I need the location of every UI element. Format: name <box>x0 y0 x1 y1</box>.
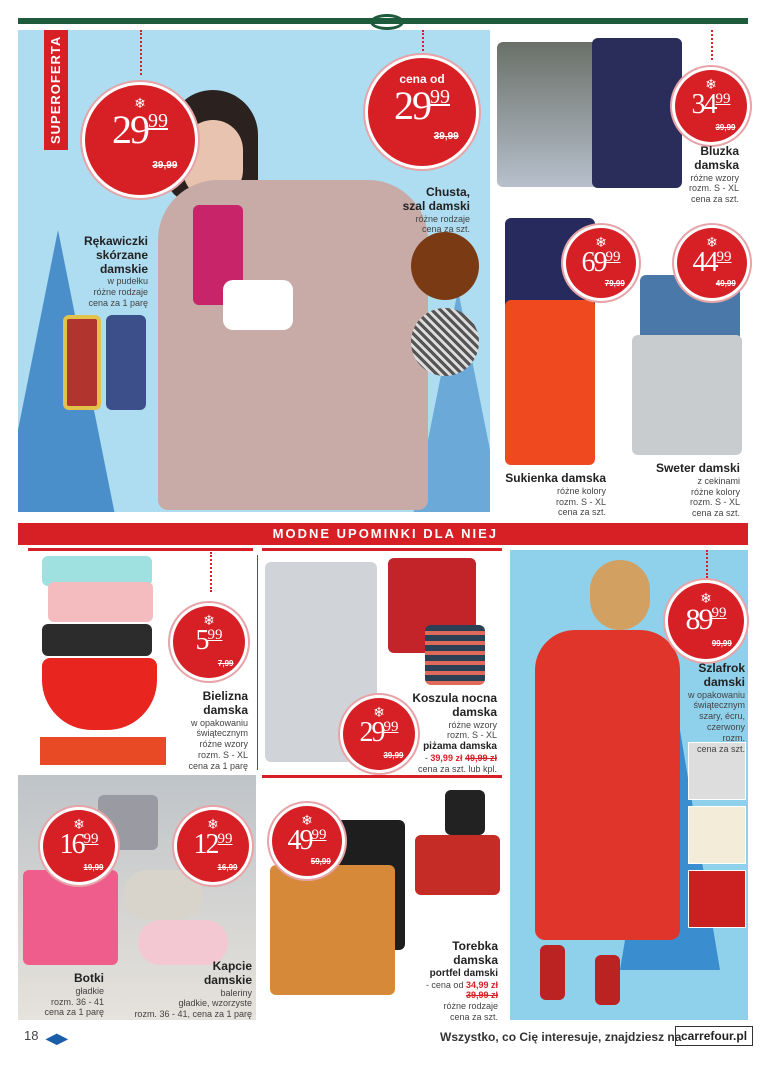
text: gładkie <box>75 985 104 996</box>
price-badge-bathrobe <box>668 583 744 659</box>
product-dress <box>500 472 606 518</box>
text: cena za 1 parę <box>188 760 248 771</box>
ornament-string <box>706 550 708 578</box>
text: szal damski <box>402 198 470 213</box>
text: różne wzory <box>690 172 739 183</box>
product-sweater <box>640 462 740 519</box>
text: cena za szt. <box>696 743 745 754</box>
text: 99 <box>383 719 399 736</box>
text: Rękawiczki <box>83 234 148 248</box>
ornament-string <box>140 30 142 75</box>
text: 99 <box>430 86 450 108</box>
snowflake-icon: ❄ <box>700 589 712 606</box>
text: cena za 1 parę <box>44 1007 104 1018</box>
text: różne rodzaje <box>415 213 470 224</box>
text: świątecznym <box>693 700 745 711</box>
text: 29 <box>359 717 384 749</box>
product-gloves <box>60 235 148 309</box>
text: - cena od <box>425 979 464 990</box>
text: szary, écru, <box>699 711 745 722</box>
red-wallet-image <box>415 835 500 895</box>
text: 29 <box>112 107 148 152</box>
divider <box>262 775 502 778</box>
text: różne wzory <box>448 719 497 730</box>
text: w opakowaniu <box>190 717 248 728</box>
snowflake-icon: ❄ <box>595 234 607 250</box>
product-scarf <box>385 186 470 235</box>
text: rozm. S - XL <box>689 497 740 508</box>
ornament-string <box>210 552 212 592</box>
mug-image <box>223 280 293 330</box>
scarf-swatch-houndstooth <box>411 308 479 376</box>
text: Chusta, <box>425 185 470 199</box>
divider <box>257 555 258 770</box>
grey-sweater-image <box>632 335 742 455</box>
product-nightdress <box>405 692 497 775</box>
text: piżama damska <box>423 741 497 753</box>
price-badge-bag <box>272 806 342 876</box>
glove-box-red <box>63 315 101 410</box>
text: 89 <box>685 602 712 636</box>
text: 39,99 <box>383 750 404 760</box>
text: 99 <box>207 627 223 644</box>
price-badge-sweater <box>677 228 747 298</box>
price-badge-slippers <box>177 810 249 882</box>
sock-image <box>540 945 565 1000</box>
price-badge-blouse <box>675 70 747 142</box>
text: różne rodzaje <box>93 287 148 298</box>
text <box>410 980 498 991</box>
text: cena za szt. lub kpl. <box>417 763 497 774</box>
text: 49 <box>287 825 312 856</box>
text: różne rodzaje <box>443 1001 498 1012</box>
ornament-string <box>422 30 424 55</box>
scarf-swatch-plaid <box>411 232 479 300</box>
price-badge-gloves <box>85 85 195 195</box>
text: baleriny <box>220 987 252 998</box>
underwear-pink <box>48 582 153 622</box>
text: 7,99 <box>217 658 234 668</box>
underwear-black <box>42 624 152 656</box>
text: 49,99 <box>715 279 736 289</box>
bathrobe-box-ecru <box>688 806 746 864</box>
snowflake-icon: ❄ <box>134 95 146 111</box>
text: damskie <box>203 972 252 987</box>
text: 49,99 zł <box>464 753 497 764</box>
text: Kapcie <box>212 959 252 973</box>
text: Koszula nocna <box>412 691 497 705</box>
text: 59,99 <box>310 857 331 867</box>
product-boots <box>40 972 104 1018</box>
text: 99 <box>711 604 727 621</box>
product-bathrobe <box>670 662 745 754</box>
product-slippers <box>130 960 252 1020</box>
text: rozm. 36 - 41 <box>50 996 104 1007</box>
divider <box>262 548 502 551</box>
text: rozm. S - XL <box>197 749 248 760</box>
text: 44 <box>692 247 717 278</box>
website-link[interactable]: carrefour.pl <box>675 1026 753 1046</box>
text: w opakowaniu <box>687 689 745 700</box>
text: 99,99 <box>711 639 732 649</box>
sock-image <box>595 955 620 1005</box>
product-underwear <box>170 690 248 772</box>
text: 99 <box>83 831 99 848</box>
carrefour-logo-icon: ◀▶ <box>46 1030 68 1046</box>
page-number: 18 <box>24 1028 39 1043</box>
product-bag <box>410 940 498 1023</box>
snowflake-icon: ❄ <box>705 76 717 93</box>
text: różne kolory <box>556 485 606 496</box>
pink-boots-image <box>23 870 118 965</box>
text: rozm. S - XL <box>446 730 497 741</box>
text: Szlafrok <box>698 661 745 675</box>
text: 99 <box>217 831 233 848</box>
text: Bielizna <box>202 689 248 703</box>
text: rozm. <box>722 732 745 743</box>
text: cena za szt. <box>557 507 606 518</box>
ballerina-slippers-image <box>123 870 203 920</box>
text: damski <box>703 674 745 689</box>
price-badge-underwear <box>173 606 245 678</box>
text: cena za szt. <box>449 1011 498 1022</box>
section-banner: MODNE UPOMINKI DLA NIEJ <box>18 523 748 545</box>
text: 99 <box>311 827 327 843</box>
glove-box-navy <box>106 315 146 410</box>
text: cena od <box>399 72 445 86</box>
text: Sukienka damska <box>505 471 606 485</box>
text: 29 <box>394 83 430 128</box>
text: rozm. 36 - 41, cena za 1 parę <box>134 1009 252 1020</box>
text: 69 <box>581 247 606 278</box>
text: różne kolory <box>690 486 740 497</box>
text: 12 <box>193 829 218 861</box>
text: damska <box>203 702 248 717</box>
text: portfel damski <box>429 967 498 979</box>
ornament-string <box>711 30 713 60</box>
footer-tagline: Wszystko, co Cię interesuje, znajdziesz na <box>440 1030 682 1044</box>
underwear-red <box>42 658 157 730</box>
text: w pudełku <box>107 276 148 287</box>
text: rozm. S - XL <box>555 496 606 507</box>
text: cena za 1 parę <box>88 297 148 308</box>
snowflake-icon: ❄ <box>73 816 85 833</box>
pajama-pants-image <box>425 625 485 685</box>
text: 19,99 <box>83 862 104 872</box>
underwear-boxes <box>40 737 166 765</box>
brown-bag-image <box>270 865 395 995</box>
text: różne wzory <box>199 739 248 750</box>
text: 79,99 <box>604 279 625 289</box>
text: damska <box>694 157 739 172</box>
snowflake-icon: ❄ <box>207 816 219 833</box>
text: cena za szt. <box>690 194 739 205</box>
bow-icon <box>370 14 404 30</box>
text: skórzane <box>95 247 148 262</box>
text: 34 <box>691 89 716 121</box>
text: Botki <box>74 971 104 985</box>
text: 39,99 <box>715 122 736 132</box>
text: Bluzka <box>700 144 739 158</box>
text: 99 <box>716 249 732 265</box>
text: 39,99 <box>433 131 459 143</box>
text: Sweter damski <box>655 461 740 475</box>
text: 99 <box>605 249 621 265</box>
wolf-blouse-image <box>497 42 607 187</box>
price-badge-dress <box>566 228 636 298</box>
text: cena za szt. <box>421 224 470 235</box>
text: - <box>424 753 428 764</box>
text: 99 <box>148 110 168 132</box>
divider <box>28 548 253 551</box>
orange-dress-image <box>505 300 595 465</box>
snowflake-icon: ❄ <box>373 704 385 721</box>
text: damskie <box>99 261 148 276</box>
text: damska <box>453 952 498 967</box>
superoferta-label: SUPEROFERTA <box>44 30 68 150</box>
text: Torebka <box>452 939 498 953</box>
text: 39,99 zł <box>430 753 463 764</box>
model-hair <box>590 560 650 630</box>
bathrobe-image <box>535 630 680 940</box>
black-wallet-image <box>445 790 485 835</box>
text: 99 <box>715 91 731 108</box>
text: rozm. S - XL <box>688 183 739 194</box>
text: 39,99 <box>152 159 178 171</box>
text: damska <box>452 704 497 719</box>
price-badge-scarf <box>368 58 476 166</box>
bathrobe-box-red <box>688 870 746 928</box>
text: 39,99 zł <box>465 990 498 1001</box>
text <box>405 753 497 764</box>
text: z cekinami <box>697 475 740 486</box>
snowflake-icon: ❄ <box>706 234 718 250</box>
text: 16 <box>59 829 84 861</box>
price-badge-boots <box>43 810 115 882</box>
text: świątecznym <box>196 728 248 739</box>
text: 5 <box>195 625 208 657</box>
snowflake-icon: ❄ <box>301 812 313 828</box>
snowflake-icon: ❄ <box>203 612 215 629</box>
text: 34,99 zł <box>465 979 498 990</box>
text: czerwony <box>706 721 745 732</box>
text: cena za szt. <box>691 508 740 519</box>
product-blouse <box>655 145 739 205</box>
text: 16,99 <box>217 862 238 872</box>
text: gładkie, wzorzyste <box>178 998 252 1009</box>
